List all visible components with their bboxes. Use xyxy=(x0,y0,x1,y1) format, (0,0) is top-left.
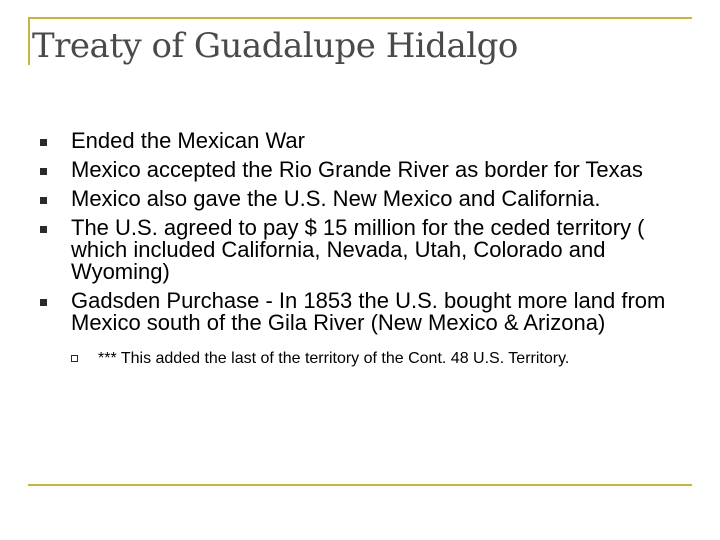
bullet-text: Mexico accepted the Rio Grande River as border for Texas xyxy=(71,157,643,182)
bullet-text: The U.S. agreed to pay $ 15 million for the ceded territory ( which included California, Nevada, Utah, Colorado and Wyoming) xyxy=(71,215,645,284)
bullet-item xyxy=(40,188,690,210)
bullet-text: Ended the Mexican War xyxy=(71,128,305,153)
frame-bottom-line xyxy=(28,484,692,486)
frame-top-line xyxy=(28,17,692,19)
bullet-text: Gadsden Purchase - In 1853 the U.S. bought more land from Mexico south of the Gila River (New Mexico & Arizona) xyxy=(71,288,666,335)
square-bullet-icon xyxy=(40,197,47,204)
sub-bullet-item xyxy=(71,350,690,368)
frame-left-line xyxy=(28,17,30,65)
hollow-square-bullet-icon xyxy=(71,355,78,362)
sub-bullet-list xyxy=(71,350,690,368)
square-bullet-icon xyxy=(40,139,47,146)
square-bullet-icon xyxy=(40,226,47,233)
square-bullet-icon xyxy=(40,299,47,306)
bullet-item xyxy=(40,217,690,283)
slide-title: Treaty of Guadalupe Hidalgo xyxy=(32,26,518,66)
sub-bullet-text: *** This added the last of the territory of the Cont. 48 U.S. Territory. xyxy=(98,350,570,367)
bullet-list xyxy=(40,130,690,368)
bullet-text: Mexico also gave the U.S. New Mexico and California. xyxy=(71,186,601,211)
square-bullet-icon xyxy=(40,168,47,175)
slide-body xyxy=(40,130,690,375)
bullet-item xyxy=(40,159,690,181)
bullet-item xyxy=(40,290,690,368)
bullet-item xyxy=(40,130,690,152)
